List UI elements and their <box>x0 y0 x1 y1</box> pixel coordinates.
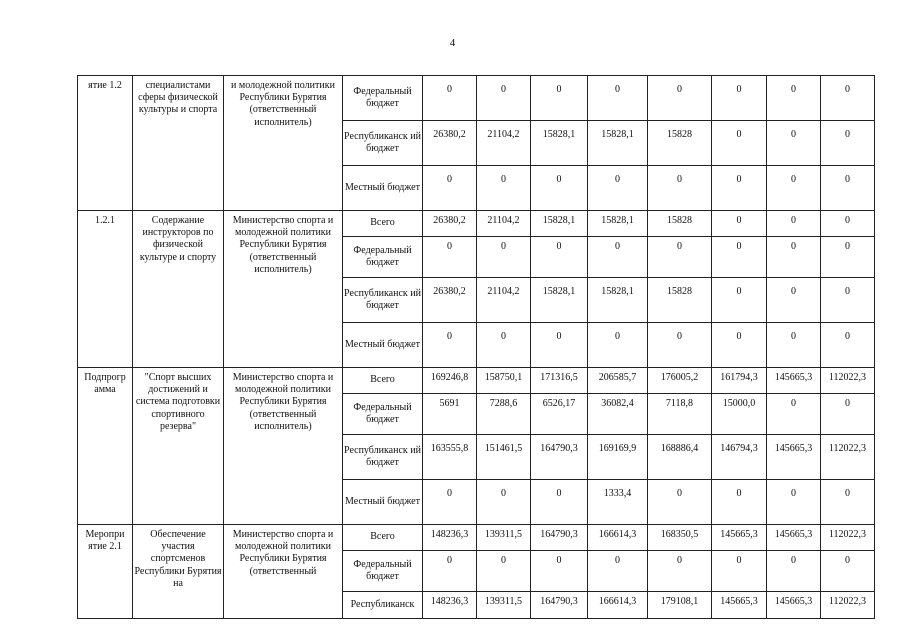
value-cell: 0 <box>588 237 648 278</box>
value-cell: 0 <box>712 480 767 525</box>
value-cell: 166614,3 <box>588 525 648 551</box>
value-cell: 0 <box>767 237 821 278</box>
value-cell: 166614,3 <box>588 592 648 619</box>
value-cell: 21104,2 <box>477 211 531 237</box>
value-cell: 0 <box>712 237 767 278</box>
value-cell: 145665,3 <box>767 368 821 394</box>
budget-table <box>77 75 875 619</box>
value-cell: 151461,5 <box>477 435 531 480</box>
value-cell: 0 <box>821 278 875 323</box>
activity-name-cell: "Спорт высших достижений и система подготовки спортивного резерва" <box>133 368 224 525</box>
value-cell: 26380,2 <box>423 278 477 323</box>
value-cell: 164790,3 <box>531 435 588 480</box>
value-cell: 0 <box>648 323 712 368</box>
value-cell: 0 <box>477 323 531 368</box>
value-cell: 0 <box>767 278 821 323</box>
value-cell: 112022,3 <box>821 592 875 619</box>
funding-source-cell: Федеральный бюджет <box>343 237 423 278</box>
value-cell: 0 <box>821 121 875 166</box>
value-cell: 0 <box>712 323 767 368</box>
value-cell: 0 <box>531 323 588 368</box>
value-cell: 179108,1 <box>648 592 712 619</box>
table-row <box>78 368 875 394</box>
value-cell: 0 <box>712 121 767 166</box>
executor-cell: Министерство спорта и молодежной политики Республики Бурятия (ответственный <box>224 525 343 619</box>
value-cell: 146794,3 <box>712 435 767 480</box>
funding-source-cell: Федеральный бюджет <box>343 76 423 121</box>
value-cell: 15828 <box>648 121 712 166</box>
value-cell: 0 <box>648 551 712 592</box>
executor-cell: и молодежной политики Республики Бурятия (ответственный исполнитель) <box>224 76 343 211</box>
value-cell: 26380,2 <box>423 121 477 166</box>
activity-code-cell: 1.2.1 <box>78 211 133 368</box>
value-cell: 0 <box>531 237 588 278</box>
value-cell: 0 <box>712 166 767 211</box>
value-cell: 15828,1 <box>588 211 648 237</box>
value-cell: 0 <box>648 166 712 211</box>
funding-source-cell: Федеральный бюджет <box>343 551 423 592</box>
value-cell: 139311,5 <box>477 525 531 551</box>
value-cell: 0 <box>821 480 875 525</box>
funding-source-cell: Всего <box>343 525 423 551</box>
value-cell: 171316,5 <box>531 368 588 394</box>
value-cell: 168886,4 <box>648 435 712 480</box>
value-cell: 163555,8 <box>423 435 477 480</box>
value-cell: 15828 <box>648 211 712 237</box>
value-cell: 21104,2 <box>477 121 531 166</box>
value-cell: 21104,2 <box>477 278 531 323</box>
executor-cell: Министерство спорта и молодежной политики Республики Бурятия (ответственный исполнитель) <box>224 368 343 525</box>
value-cell: 0 <box>767 76 821 121</box>
value-cell: 0 <box>821 166 875 211</box>
activity-name-cell: Содержание инструкторов по физической культуре и спорту <box>133 211 224 368</box>
value-cell: 15828,1 <box>588 121 648 166</box>
activity-name-cell: Обеспечение участия спортсменов Республики Бурятия на <box>133 525 224 619</box>
value-cell: 0 <box>423 480 477 525</box>
value-cell: 15828,1 <box>531 211 588 237</box>
value-cell: 0 <box>767 480 821 525</box>
value-cell: 0 <box>648 480 712 525</box>
value-cell: 145665,3 <box>712 592 767 619</box>
value-cell: 0 <box>588 166 648 211</box>
funding-source-cell: Республиканск <box>343 592 423 619</box>
value-cell: 206585,7 <box>588 368 648 394</box>
funding-source-cell: Федеральный бюджет <box>343 394 423 435</box>
value-cell: 0 <box>423 551 477 592</box>
value-cell: 0 <box>477 480 531 525</box>
value-cell: 0 <box>477 76 531 121</box>
value-cell: 112022,3 <box>821 435 875 480</box>
value-cell: 0 <box>531 76 588 121</box>
value-cell: 164790,3 <box>531 525 588 551</box>
value-cell: 112022,3 <box>821 368 875 394</box>
value-cell: 164790,3 <box>531 592 588 619</box>
funding-source-cell: Республиканск ий бюджет <box>343 121 423 166</box>
value-cell: 0 <box>477 166 531 211</box>
value-cell: 0 <box>588 551 648 592</box>
value-cell: 0 <box>767 551 821 592</box>
value-cell: 26380,2 <box>423 211 477 237</box>
value-cell: 0 <box>712 76 767 121</box>
activity-code-cell: Меропри ятие 2.1 <box>78 525 133 619</box>
value-cell: 148236,3 <box>423 525 477 551</box>
value-cell: 0 <box>477 551 531 592</box>
value-cell: 112022,3 <box>821 525 875 551</box>
value-cell: 176005,2 <box>648 368 712 394</box>
activity-code-cell: ятие 1.2 <box>78 76 133 211</box>
value-cell: 0 <box>767 394 821 435</box>
value-cell: 36082,4 <box>588 394 648 435</box>
value-cell: 0 <box>821 394 875 435</box>
value-cell: 0 <box>767 323 821 368</box>
value-cell: 0 <box>531 551 588 592</box>
value-cell: 15000,0 <box>712 394 767 435</box>
value-cell: 0 <box>648 237 712 278</box>
value-cell: 6526,17 <box>531 394 588 435</box>
value-cell: 0 <box>821 211 875 237</box>
value-cell: 0 <box>423 166 477 211</box>
value-cell: 0 <box>821 237 875 278</box>
value-cell: 1333,4 <box>588 480 648 525</box>
value-cell: 139311,5 <box>477 592 531 619</box>
value-cell: 0 <box>423 323 477 368</box>
value-cell: 7118,8 <box>648 394 712 435</box>
value-cell: 5691 <box>423 394 477 435</box>
table-row <box>78 76 875 121</box>
value-cell: 0 <box>423 76 477 121</box>
funding-source-cell: Всего <box>343 368 423 394</box>
value-cell: 0 <box>712 551 767 592</box>
executor-cell: Министерство спорта и молодежной политики Республики Бурятия (ответственный исполнитель) <box>224 211 343 368</box>
value-cell: 0 <box>588 323 648 368</box>
value-cell: 15828,1 <box>531 278 588 323</box>
page-number: 4 <box>449 37 456 49</box>
funding-source-cell: Всего <box>343 211 423 237</box>
value-cell: 0 <box>767 121 821 166</box>
value-cell: 169169,9 <box>588 435 648 480</box>
value-cell: 0 <box>767 166 821 211</box>
value-cell: 0 <box>531 166 588 211</box>
value-cell: 7288,6 <box>477 394 531 435</box>
value-cell: 0 <box>477 237 531 278</box>
activity-code-cell: Подпрогр амма <box>78 368 133 525</box>
value-cell: 0 <box>821 76 875 121</box>
value-cell: 15828,1 <box>531 121 588 166</box>
table-row <box>78 525 875 551</box>
value-cell: 0 <box>767 211 821 237</box>
value-cell: 145665,3 <box>767 592 821 619</box>
value-cell: 145665,3 <box>767 435 821 480</box>
funding-source-cell: Местный бюджет <box>343 323 423 368</box>
table-row <box>78 211 875 237</box>
value-cell: 145665,3 <box>712 525 767 551</box>
value-cell: 169246,8 <box>423 368 477 394</box>
activity-name-cell: специалистами сферы физической культуры и спорта <box>133 76 224 211</box>
value-cell: 161794,3 <box>712 368 767 394</box>
value-cell: 0 <box>712 278 767 323</box>
value-cell: 0 <box>588 76 648 121</box>
value-cell: 0 <box>821 551 875 592</box>
value-cell: 168350,5 <box>648 525 712 551</box>
value-cell: 15828 <box>648 278 712 323</box>
funding-source-cell: Республиканск ий бюджет <box>343 435 423 480</box>
value-cell: 15828,1 <box>588 278 648 323</box>
value-cell: 145665,3 <box>767 525 821 551</box>
funding-source-cell: Республиканск ий бюджет <box>343 278 423 323</box>
value-cell: 0 <box>423 237 477 278</box>
value-cell: 158750,1 <box>477 368 531 394</box>
value-cell: 0 <box>821 323 875 368</box>
funding-source-cell: Местный бюджет <box>343 166 423 211</box>
value-cell: 0 <box>648 76 712 121</box>
value-cell: 0 <box>712 211 767 237</box>
value-cell: 0 <box>531 480 588 525</box>
value-cell: 148236,3 <box>423 592 477 619</box>
funding-source-cell: Местный бюджет <box>343 480 423 525</box>
